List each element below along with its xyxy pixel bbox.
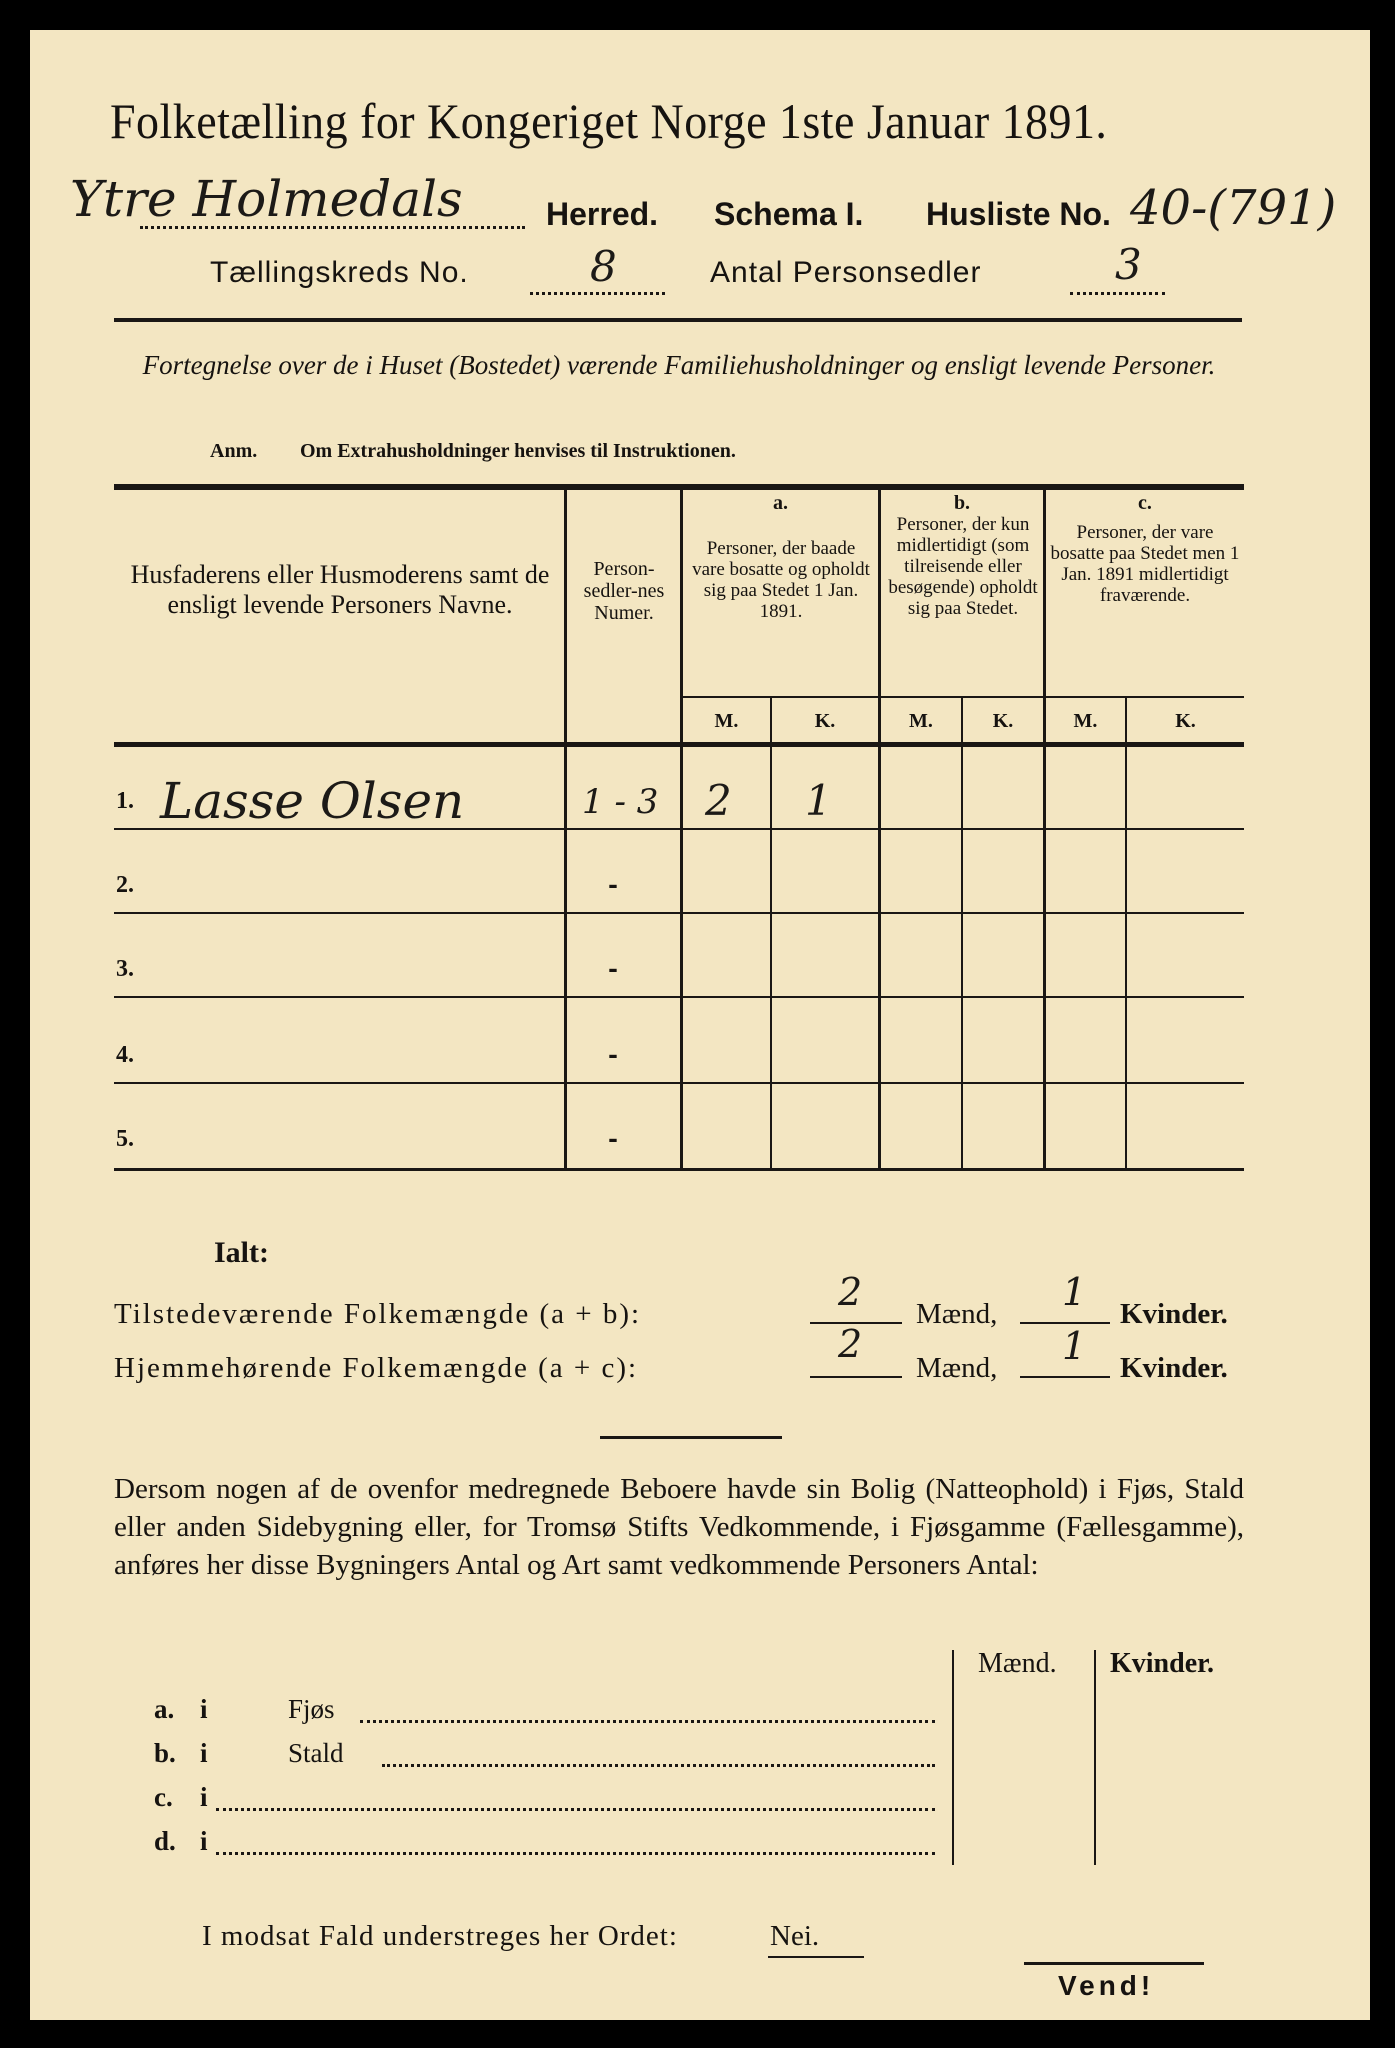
- col-header-b-letter: b.: [953, 492, 971, 514]
- building-dotted-line: [382, 1764, 935, 1767]
- building-label: Stald: [288, 1738, 344, 1768]
- mk-subheader-rule: [680, 696, 1244, 698]
- col-c-k: K.: [1175, 710, 1196, 732]
- buildings-col-divider-1: [952, 1650, 954, 1865]
- col-header-name: Husfaderens eller Husmoderens samt de ensligt levende Personers Navne.: [130, 560, 550, 619]
- antal-value: 3: [1115, 240, 1142, 289]
- hjemme-k-value: 1: [1062, 1324, 1087, 1368]
- col-header-c-letter: c.: [1138, 492, 1152, 514]
- row-a-k: 1: [805, 776, 832, 825]
- col-c-m: M.: [1073, 710, 1098, 732]
- buildings-maend-head: Mænd.: [978, 1648, 1057, 1679]
- herred-label: Herred.: [546, 196, 659, 232]
- row-sedler: 1 - 3: [582, 782, 659, 822]
- table-top-rule: [114, 484, 1244, 490]
- row-line-3: [114, 996, 1244, 998]
- building-prefix: i: [200, 1826, 208, 1856]
- husliste-label: Husliste No.: [926, 196, 1111, 232]
- herred-dotted-line: [140, 226, 525, 229]
- hjemme-kvinder: Kvinder.: [1120, 1352, 1228, 1384]
- col-divider-b-mk: [961, 698, 963, 1170]
- row-sedler: -: [608, 870, 618, 899]
- row-number: 3.: [116, 956, 134, 982]
- building-dotted-line: [216, 1808, 935, 1811]
- building-prefix: i: [200, 1782, 208, 1812]
- tilstede-kvinder: Kvinder.: [1120, 1298, 1228, 1330]
- tilstede-k-value: 1: [1062, 1270, 1087, 1314]
- col-header-b: Personer, der kun midlertidigt (som tilreisende eller besøgende) opholdt sig paa Stedet.: [888, 514, 1038, 619]
- kreds-dotted-line: [530, 292, 665, 295]
- col-a-m: M.: [714, 710, 739, 732]
- building-dotted-line: [360, 1720, 935, 1723]
- col-header-c: Personer, der vare bosatte paa Stedet men 1 Jan. 1891 midlertidigt fraværende.: [1050, 522, 1240, 606]
- husliste-value: 40-(791): [1130, 180, 1337, 236]
- vend-rule: [1024, 1962, 1204, 1965]
- row-a-m: 2: [705, 776, 732, 825]
- tilstede-maend: Mænd,: [916, 1298, 998, 1330]
- row-number: 5.: [116, 1126, 134, 1152]
- col-header-a: Personer, der baade vare bosatte og opholdt sig paa Stedet 1 Jan. 1891.: [692, 538, 870, 622]
- section-divider: [600, 1436, 782, 1439]
- kreds-value: 8: [590, 242, 617, 291]
- vend-label: Vend!: [1058, 1970, 1155, 2001]
- antal-dotted-line: [1070, 292, 1165, 295]
- row-line-4: [114, 1082, 1244, 1084]
- hjemme-m-value: 2: [838, 1322, 863, 1366]
- buildings-kvinder-head: Kvinder.: [1110, 1648, 1214, 1679]
- col-divider-a: [878, 490, 881, 1170]
- col-b-m: M.: [909, 710, 933, 732]
- building-letter: d.: [154, 1826, 176, 1856]
- hjemme-k-line: [1020, 1376, 1110, 1378]
- schema-label: Schema I.: [714, 196, 864, 232]
- antal-label: Antal Personsedler: [710, 256, 982, 289]
- table-header-rule: [114, 742, 1244, 747]
- anm-label: Anm.: [210, 440, 258, 462]
- col-divider-a-mk: [770, 698, 772, 1170]
- herred-name: Ytre Holmedals: [70, 170, 463, 228]
- building-letter: a.: [154, 1694, 175, 1724]
- col-divider-name: [564, 490, 567, 1170]
- census-form-page: [30, 30, 1370, 2020]
- buildings-paragraph: Dersom nogen af de ovenfor medregnede Beboere havde sin Bolig (Natteophold) i Fjøs, Stald eller anden Sidebygning eller, for Tromsø Stifts Vedkommende, i Fjøsgamme (Fællesgamme), anføres her disse Bygningers Antal og Art samt vedkommende Personers Antal:: [114, 1473, 1244, 1581]
- col-b-k: K.: [992, 710, 1014, 732]
- tilstede-label: Tilstedeværende Folkemængde (a + b):: [114, 1298, 642, 1330]
- col-header-a-letter: a.: [773, 492, 788, 514]
- row-name: Lasse Olsen: [160, 772, 465, 830]
- header-rule: [114, 318, 1242, 322]
- row-sedler: -: [608, 1040, 618, 1069]
- row-line-2: [114, 912, 1244, 914]
- hjemme-m-line: [810, 1376, 902, 1378]
- anm-text: Om Extrahusholdninger henvises til Instruktionen.: [300, 440, 736, 462]
- col-divider-number: [680, 490, 683, 1170]
- building-prefix: i: [200, 1694, 208, 1724]
- row-sedler: -: [608, 954, 618, 983]
- intro-heading: Fortegnelse over de i Huset (Bostedet) værende Familiehusholdninger og ensligt levende Personer.: [142, 350, 1216, 380]
- building-label: Fjøs: [288, 1694, 335, 1724]
- hjemme-label: Hjemmehørende Folkemængde (a + c):: [114, 1352, 639, 1384]
- building-letter: c.: [154, 1782, 173, 1812]
- form-title: Folketælling for Kongeriget Norge 1ste Januar 1891.: [110, 93, 1108, 149]
- hjemme-maend: Mænd,: [916, 1352, 998, 1384]
- ialt-label: Ialt:: [214, 1236, 269, 1269]
- row-number: 4.: [116, 1042, 134, 1068]
- modsat-label: I modsat Fald understreges her Ordet:: [202, 1920, 678, 1952]
- building-prefix: i: [200, 1738, 208, 1768]
- col-divider-c-mk: [1125, 698, 1127, 1170]
- row-number: 1.: [116, 788, 134, 814]
- building-dotted-line: [216, 1852, 935, 1855]
- col-a-k: K.: [814, 710, 836, 732]
- building-letter: b.: [154, 1738, 176, 1768]
- col-divider-b: [1043, 490, 1046, 1170]
- table-bottom-rule: [114, 1168, 1244, 1171]
- row-number: 2.: [116, 872, 134, 898]
- kreds-label: Tællingskreds No.: [210, 256, 469, 289]
- buildings-col-divider-2: [1094, 1650, 1096, 1865]
- nei-underline: [768, 1956, 864, 1958]
- nei-word: Nei.: [770, 1920, 820, 1952]
- col-header-number: Person-sedler-nes Numer.: [583, 558, 665, 624]
- tilstede-m-value: 2: [838, 1270, 863, 1314]
- row-sedler: -: [608, 1124, 618, 1153]
